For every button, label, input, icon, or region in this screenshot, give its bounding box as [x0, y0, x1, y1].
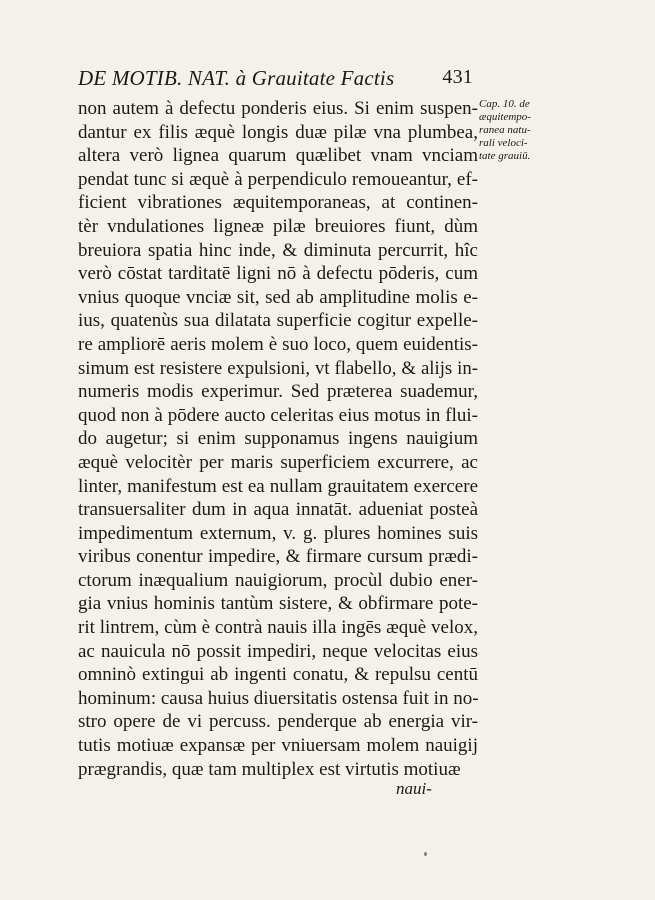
text-line: ius, quatenùs sua dilatata superficie cogitur expelle- [78, 310, 478, 332]
text-line: prægrandis, quæ tam multiplex est virtutis motiuæ [78, 758, 461, 780]
page-number: 431 [442, 66, 473, 88]
text-line: transuersaliter dum in aqua innatāt. adueniat posteà [78, 499, 478, 521]
text-line: ctorum inæqualium nauigiorum, procùl dubio ener- [78, 569, 478, 591]
text-line: numeris modis experimur. Sed præterea suademur, [78, 381, 478, 403]
text-line: hominum: causa huius diuersitatis ostensa fuit in no- [78, 687, 479, 709]
catchword: naui- [396, 779, 432, 798]
marginal-note-line: Cap. 10. de [479, 98, 530, 110]
text-line: impedimentum externum, v. g. plures homines suis [78, 522, 478, 544]
marginal-note-line: tate grauiū. [479, 150, 531, 162]
text-line: re ampliorē aeris molem è suo loco, quem euidentis- [78, 333, 478, 355]
text-line: tutis motiuæ expansæ per vniuersam molem nauigij [78, 735, 478, 757]
text-line: simum est resistere expulsioni, vt flabello, & alijs in- [78, 357, 478, 379]
text-line: quod non à pōdere aucto celeritas eius motus in flui- [78, 404, 478, 426]
text-line: rit lintrem, cùm è contrà nauis illa ingēs æquè velox, [78, 617, 478, 639]
text-line: breuiora spatia hinc inde, & diminuta percurrit, hîc [78, 239, 478, 261]
text-line: dantur ex filis æquè longis duæ pilæ vna plumbea, [78, 121, 478, 143]
text-line: ac nauicula nō possit impediri, neque velocitas eius [78, 640, 478, 662]
text-line: æquè velocitèr per maris superficiem excurrere, ac [78, 451, 478, 473]
text-line: linter, manifestum est ea nullam grauitatem exercere [78, 475, 478, 497]
marginal-note-line: rali veloci- [479, 137, 528, 149]
text-line: verò cōstat tarditatē ligni nō à defectu pōderis, cum [78, 263, 478, 285]
marginal-note-line: æquitempo- [479, 111, 531, 123]
ink-speck [424, 852, 427, 856]
text-line: omninò extingui ab ingenti conatu, & repulsu centū [78, 664, 478, 686]
text-line: non autem à defectu ponderis eius. Si enim suspen- [78, 98, 478, 119]
marginal-note [479, 98, 561, 163]
text-line: pendat tunc si æquè à perpendiculo remoueantur, ef- [78, 168, 478, 190]
text-line: stro opere de vi percuss. penderque ab energia vir- [78, 711, 478, 733]
text-line: altera verò lignea quarum quælibet vnam vnciam [78, 145, 478, 167]
text-line: do augetur; si enim supponamus ingens nauigium [78, 428, 478, 450]
text-line: vnius quoque vnciæ sit, sed ab amplitudine molis e- [78, 286, 478, 308]
text-line: gia vnius hominis tantùm sistere, & obfirmare pote- [78, 593, 478, 615]
running-head-title: DE MOTIB. NAT. à Grauitate Factis [78, 66, 395, 90]
running-head [78, 66, 473, 94]
text-line: tèr vndulationes ligneæ pilæ breuiores fiunt, dùm [78, 215, 478, 237]
text-line: ficient vibrationes æquitemporaneas, at continen- [78, 192, 478, 214]
marginal-note-line: ranea natu- [479, 124, 531, 136]
text-line: viribus conentur impedire, & firmare cursum prædi- [78, 546, 478, 568]
body-text [78, 97, 478, 781]
